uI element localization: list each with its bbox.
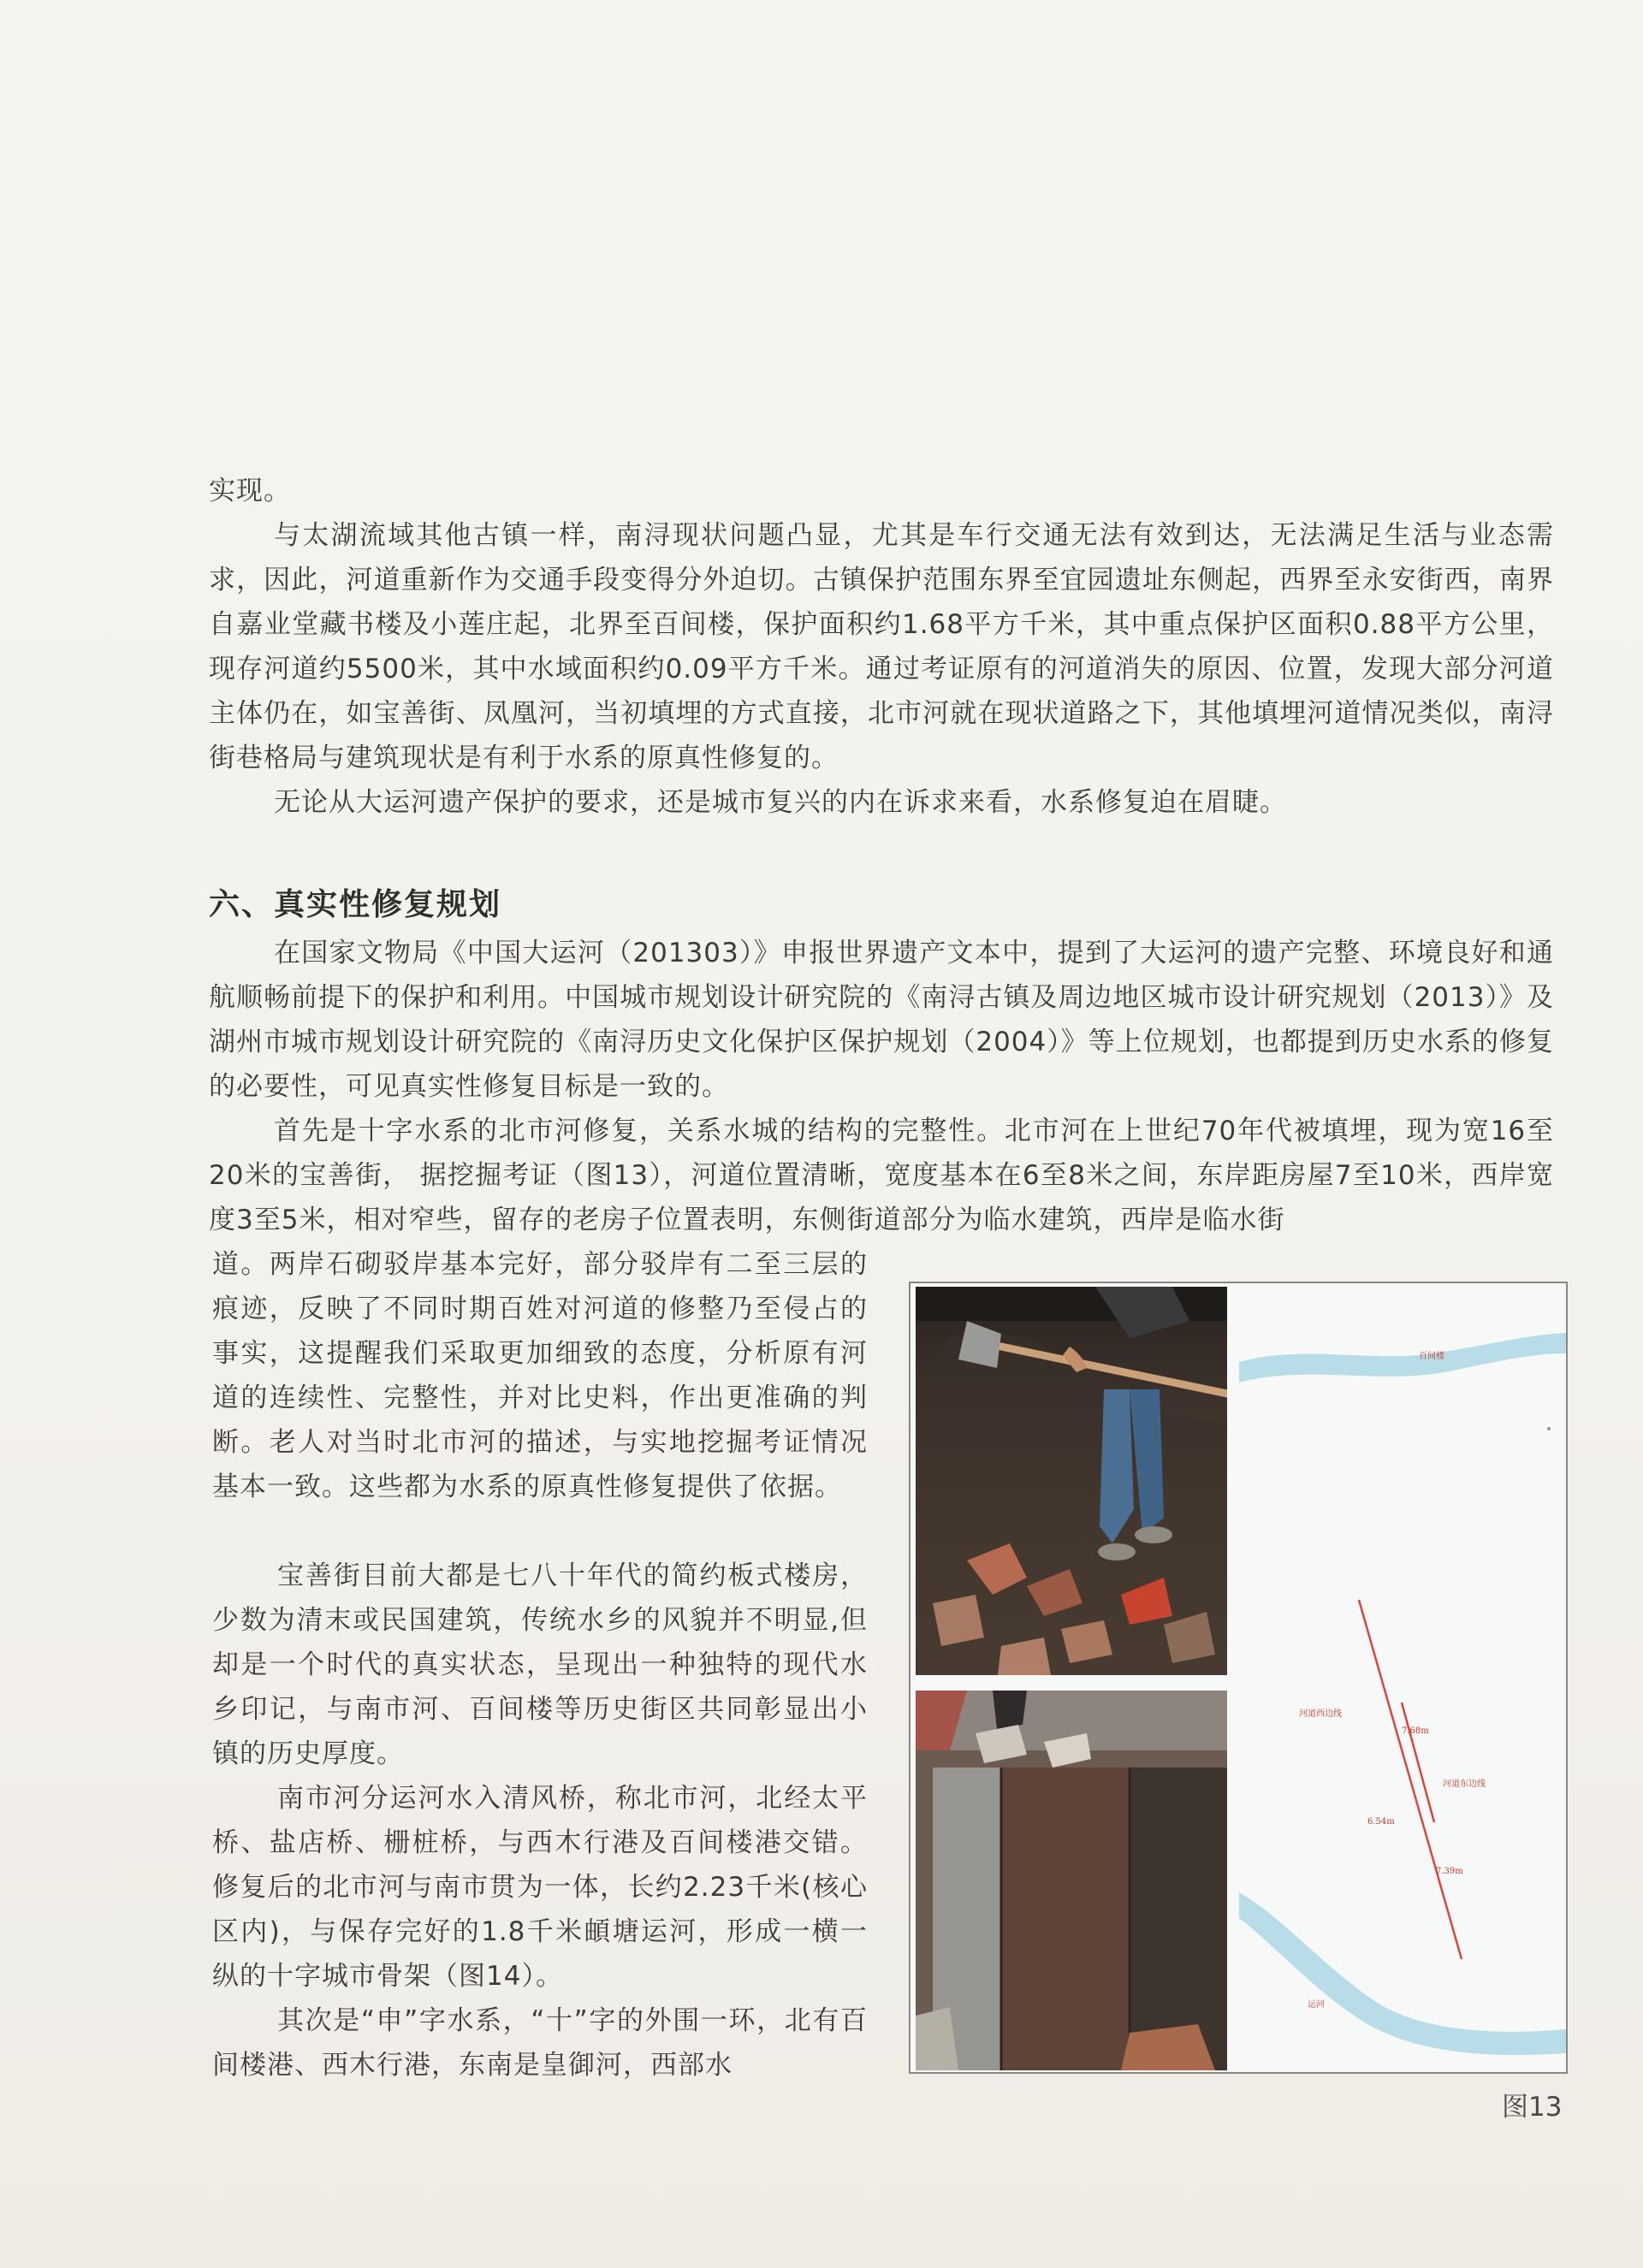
- excavation-photo-top: [916, 1287, 1227, 1675]
- figure-13: [909, 1282, 1568, 2074]
- map-label-river-bottom: 运河: [1308, 2000, 1325, 2010]
- map-label-river-top: 百间楼: [1419, 1352, 1444, 1361]
- paragraph-baoshan-street: 宝善街目前大都是七八十年代的简约板式楼房，少数为清末或民国建筑，传统水乡的风貌并不明显,但却是一个时代的真实状态，呈现出一种独特的现代水乡印记，与南市河、百间楼等历史街区共同彰显出小镇的历史厚度。: [212, 1560, 868, 1769]
- excavation-photo-bottom: [916, 1691, 1227, 2070]
- intro-end-text: 实现。: [209, 476, 291, 506]
- survey-map: [1231, 1283, 1566, 2072]
- map-label-west-line: 河道西边线: [1299, 1709, 1342, 1719]
- map-label-dimension-1: 7.68m: [1402, 1726, 1429, 1736]
- paragraph-beishi-river: 首先是十字水系的北市河修复，关系水城的结构的完整性。北市河在上世纪70年代被填埋，现为宽16至20米的宝善街， 据挖掘考证（图13），河道位置清晰，宽度基本在6至8米之间，东岸距房屋7至10米，西岸宽度3至5米，相对窄些，留存的老房子位置表明，东侧街道部分为临水建筑，西岸是临水街: [209, 1116, 1554, 1235]
- map-label-dimension-2: 6.54m: [1367, 1817, 1395, 1827]
- map-marker: [1547, 1427, 1551, 1430]
- map-label-dimension-3: 7.39m: [1436, 1867, 1463, 1876]
- paragraph-embankment: 道。两岸石砌驳岸基本完好，部分驳岸有二至三层的痕迹，反映了不同时期百姓对河道的修整乃至侵占的事实，这提醒我们采取更加细致的态度，分析原有河道的连续性、完整性，并对比史料，作出更准确的判断。老人对当时北市河的描述，与实地挖掘考证情况基本一致。这些都为水系的原真性修复提供了依据。: [212, 1249, 868, 1502]
- paragraph-shen-water-system: 其次是“申”字水系，“十”字的外围一环，北有百间楼港、西木行港，东南是皇御河，西部水: [212, 2005, 868, 2081]
- map-label-east-line: 河道东边线: [1443, 1779, 1486, 1789]
- paragraph-upper-planning: 在国家文物局《中国大运河（201303）》申报世界遗产文本中，提到了大运河的遗产完整、环境良好和通航顺畅前提下的保护和利用。中国城市规划设计研究院的《南浔古镇及周边地区城市设计研究规划（2013）》及湖州市城市规划设计研究院的《南浔历史文化保护区保护规划（2004）》等上位规划，也都提到历史水系的修复的必要性，可见真实性修复目标是一致的。: [209, 938, 1554, 1102]
- section-heading: 六、真实性修复规划: [209, 887, 502, 922]
- figure-caption: 图13: [1502, 2092, 1563, 2123]
- paragraph-nanshi-river: 南市河分运河水入清风桥，称北市河，北经太平桥、盐店桥、栅桩桥，与西木行港及百间楼港交错。修复后的北市河与南市贯为一体，长约2.23千米(核心区内)，与保存完好的1.8千米頔塘运河，形成一横一纵的十字城市骨架（图14）。: [212, 1783, 868, 1992]
- paragraph-current-issues: 与太湖流域其他古镇一样，南浔现状问题凸显，尤其是车行交通无法有效到达，无法满足生活与业态需求，因此，河道重新作为交通手段变得分外迫切。古镇保护范围东界至宜园遗址东侧起，西界至永安街西，南界自嘉业堂藏书楼及小莲庄起，北界至百间楼，保护面积约1.68平方千米，其中重点保护区面积0.88平方公里，现存河道约5500米，其中水域面积约0.09平方千米。通过考证原有的河道消失的原因、位置，发现大部分河道主体仍在，如宝善街、凤凰河，当初填埋的方式直接，北市河就在现状道路之下，其他填埋河道情况类似，南浔街巷格局与建筑现状是有利于水系的原真性修复的。: [209, 520, 1554, 773]
- paragraph-urgency: 无论从大运河遗产保护的要求，还是城市复兴的内在诉求来看，水系修复迫在眉睫。: [274, 787, 1287, 818]
